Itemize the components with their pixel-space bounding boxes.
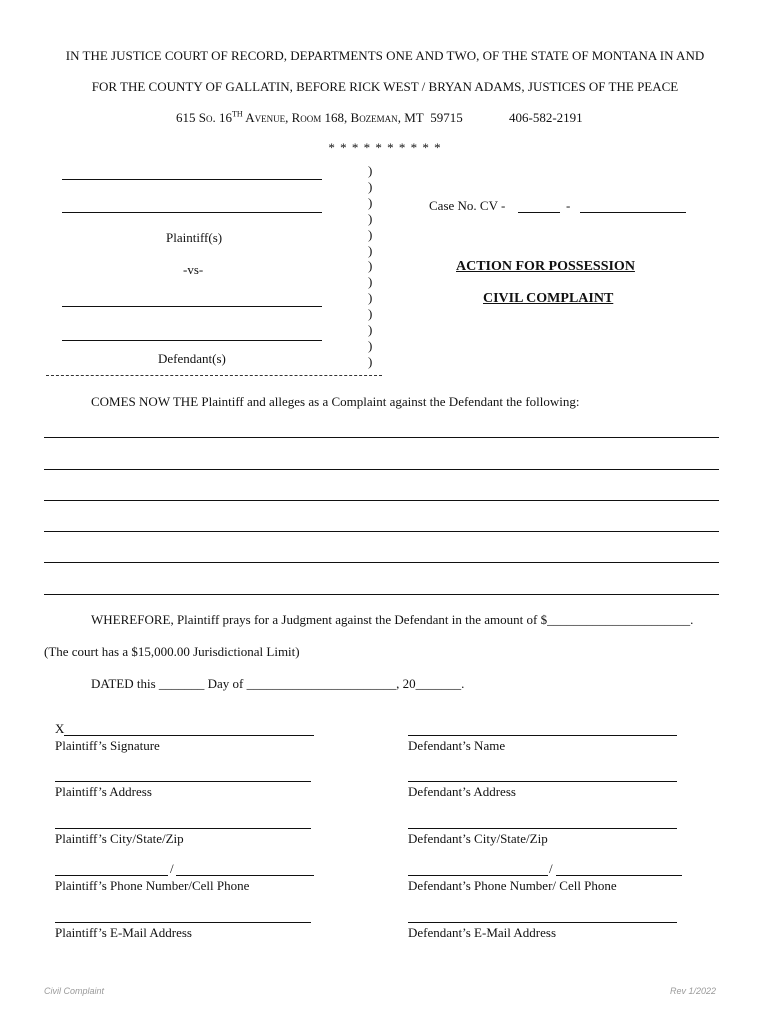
defendant-name-line-2[interactable] [62, 340, 322, 341]
plaintiff-signature-label: Plaintiff’s Signature [55, 738, 160, 753]
complaint-line-2[interactable] [44, 469, 719, 470]
plaintiff-cell-line[interactable] [176, 875, 314, 876]
plaintiff-email-line[interactable] [55, 922, 311, 923]
defendant-name-line[interactable] [408, 735, 677, 736]
case-no-separator: - [566, 198, 571, 213]
footer-form-name: Civil Complaint [44, 986, 105, 996]
court-header-line-1: IN THE JUSTICE COURT OF RECORD, DEPARTMENTS ONE AND TWO, OF THE STATE OF MONTANA IN AND [65, 48, 705, 63]
defendant-email-label: Defendant’s E-Mail Address [408, 925, 557, 940]
defendant-address-label: Defendant’s Address [408, 784, 516, 799]
title-action-for-possession: ACTION FOR POSSESSION [456, 259, 635, 274]
plaintiff-city-line[interactable] [55, 828, 311, 829]
plaintiff-label: Plaintiff(s) [166, 230, 223, 245]
complaint-line-1[interactable] [44, 437, 719, 438]
complaint-line-3[interactable] [44, 500, 719, 501]
complaint-line-6[interactable] [44, 594, 719, 595]
defendant-cell-line[interactable] [556, 875, 682, 876]
caption-parentheses: ) ) ) ) ) ) ) ) ) ) ) ) ) [368, 163, 373, 369]
jurisdiction-note: (The court has a $15,000.00 Jurisdictional Limit) [44, 644, 300, 659]
plaintiff-phone-label: Plaintiff’s Phone Number/Cell Phone [55, 878, 250, 893]
dated-line[interactable]: DATED this _______ Day of _______________________, 20_______. [91, 676, 465, 691]
plaintiff-email-label: Plaintiff’s E-Mail Address [55, 925, 192, 940]
complaint-line-5[interactable] [44, 562, 719, 563]
signature-x-mark: X [55, 721, 65, 736]
plaintiff-city-label: Plaintiff’s City/State/Zip [55, 831, 184, 846]
footer-revision: Rev 1/2022 [670, 986, 717, 996]
comes-now-statement: COMES NOW THE Plaintiff and alleges as a Complaint against the Defendant the following: [91, 394, 580, 409]
defendant-phone-label: Defendant’s Phone Number/ Cell Phone [408, 878, 617, 893]
plaintiff-address-label: Plaintiff’s Address [55, 784, 152, 799]
defendant-email-line[interactable] [408, 922, 677, 923]
separator-stars: * * * * * * * * * * [328, 140, 442, 155]
defendant-name-label: Defendant’s Name [408, 738, 506, 753]
case-no-label: Case No. CV - [429, 198, 506, 213]
defendant-city-line[interactable] [408, 828, 677, 829]
defendant-city-label: Defendant’s City/State/Zip [408, 831, 548, 846]
complaint-line-4[interactable] [44, 531, 719, 532]
defendant-name-line-1[interactable] [62, 306, 322, 307]
plaintiff-name-line-1[interactable] [62, 179, 322, 180]
court-header-line-2: FOR THE COUNTY OF GALLATIN, BEFORE RICK WEST / BRYAN ADAMS, JUSTICES OF THE PEACE [91, 79, 679, 94]
plaintiff-phone-line[interactable] [55, 875, 168, 876]
vs-label: -vs- [183, 262, 204, 277]
defendant-label: Defendant(s) [158, 351, 226, 366]
defendant-address-line[interactable] [408, 781, 677, 782]
plaintiff-signature-line[interactable] [64, 735, 314, 736]
case-no-number-field[interactable] [580, 212, 686, 213]
title-civil-complaint: CIVIL COMPLAINT [483, 291, 614, 306]
caption-bottom-rule [46, 375, 382, 376]
court-address-text: 615 So. 16TH Avenue, Room 168, Bozeman, MT 59715 [176, 110, 463, 126]
case-no-year-field[interactable] [518, 212, 560, 213]
court-phone: 406-582-2191 [509, 110, 583, 125]
court-address [176, 110, 463, 126]
plaintiff-phone-slash: / [170, 861, 174, 876]
defendant-phone-slash: / [549, 861, 553, 876]
plaintiff-name-line-2[interactable] [62, 212, 322, 213]
wherefore-statement[interactable]: WHEREFORE, Plaintiff prays for a Judgment against the Defendant in the amount of $______________________. [91, 612, 694, 627]
plaintiff-address-line[interactable] [55, 781, 311, 782]
defendant-phone-line[interactable] [408, 875, 548, 876]
